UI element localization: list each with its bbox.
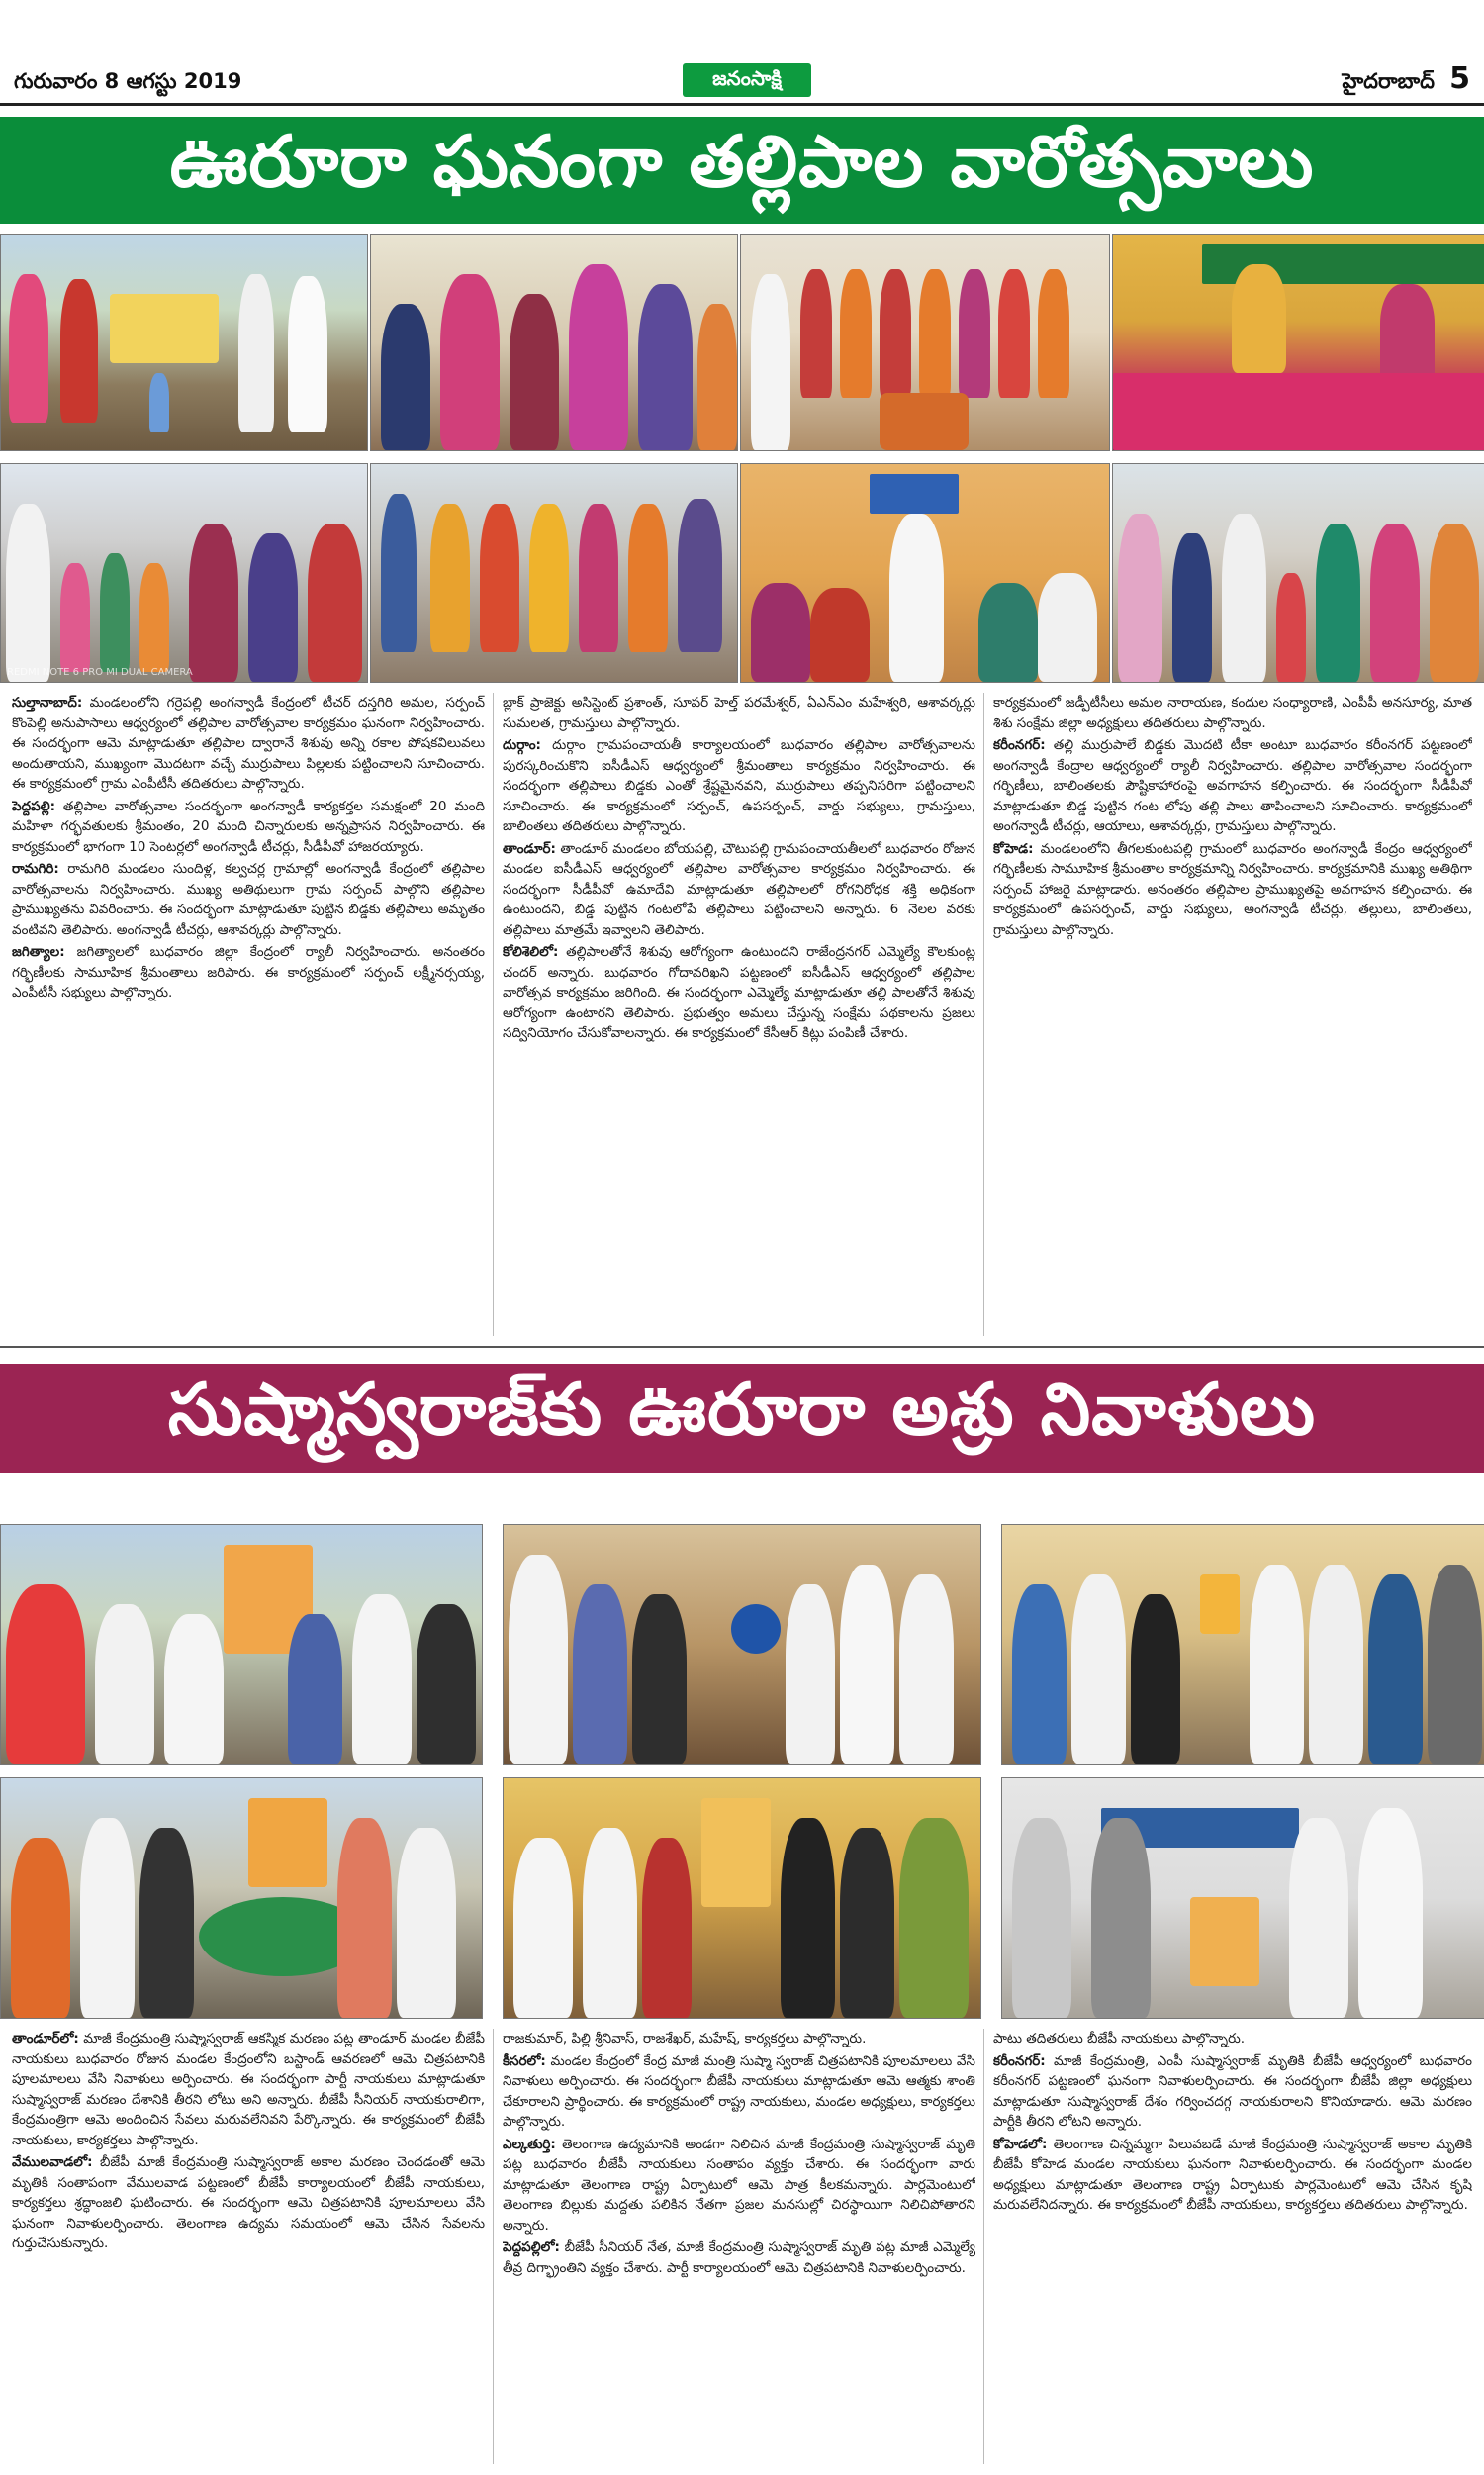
paragraph-text: పాటు తదితరులు బీజేపీ నాయకులు పాల్గొన్నారు. [993,2031,1246,2047]
section-divider [0,1346,1484,1348]
dateline: కోలిశెలిలో: [503,944,559,960]
page-number: 5 [1449,61,1470,96]
article1-col1-para-1 [12,693,485,795]
article1-headline: ఊరూరా ఘనంగా తల్లిపాల వారోత్సవాలు [0,117,1484,224]
paragraph-text: మాజీ కేంద్రమంత్రి, ఎంపీ సుష్మాస్వరాజ్ మృతికి బీజేపీ ఆధ్వర్యంలో బుధవారం కరీంనగర్ పట్టణంలో ఘనంగా నివాళులర్పించారు. ఈ సందర్భంగా బీజేపీ జిల్లా అధ్యక్షులు మాట్లాడుతూ సుష్మాస్వరాజ్ దేశం గర్వించదగ్గ నాయకురాలని కొనియాడారు. ఆమె మరణం పార్టీకి తీరని లోటని అన్నారు. [993,2052,1472,2130]
dateline: పెద్దపల్లిలో: [503,2239,560,2255]
newspaper-logo: జనంసాక్షి [683,63,811,97]
article1-column-3 [993,693,1472,1336]
dateline: సుల్తానాబాద్: [12,695,83,711]
column-rule [983,693,984,1336]
dateline: కోహెడ: [993,840,1034,857]
paragraph-text: కార్యక్రమంలో జడ్పీటీసీలు అమల నారాయణ, కందుల సంధ్యారాణి, ఎంపీపీ అనసూర్య, మాత శిశు సంక్షేమ జిల్లా అధ్యక్షులు తదితరులు పాల్గొన్నారు. [993,695,1472,731]
article2-col2-para-3 [503,2135,975,2237]
dateline: కరీంనగర్: [993,2052,1046,2069]
article2-photo-6 [1001,1777,1484,2019]
article2-photo-3 [1001,1524,1484,1765]
dateline: పెద్దపల్లి: [12,798,56,814]
article2-column-2 [503,2029,975,2464]
dateline: జగిత్యాల: [12,944,65,960]
dateline: తాండూర్‌లో: [12,2031,79,2047]
article1-photo-5 [0,463,368,683]
article1-col3-para-1 [993,693,1472,733]
paragraph-text: దుర్గాం గ్రామపంచాయతీ కార్యాలయంలో బుధవారం తల్లిపాల వారోత్సవాలను పురస్కరించుకొని ఐసీడీఎస్ ఆధ్వర్యంలో శ్రీమంతాలు కార్యక్రమం నిర్వహించారు. ఈ సందర్భంగా తల్లిపాలు బిడ్డకు ఎంతో శ్రేష్టమైనవని, ముర్రుపాలు తప్పనిసరిగా పట్టించాలని సూచించారు. ఈ కార్యక్రమంలో సర్పంచ్, ఉపసర్పంచ్, వార్డు సభ్యులు, గ్రామస్తులు, బాలింతలు తదితరులు పాల్గొన్నారు. [503,737,975,834]
article1-column-1 [12,693,485,1336]
article2-photo-5 [503,1777,981,2019]
edition-city: హైదరాబాద్ [1342,69,1435,93]
column-rule [493,693,494,1336]
article2-col1-para-1 [12,2029,485,2150]
header-divider [0,103,1484,106]
paragraph-text: మాజీ కేంద్రమంత్రి సుష్మాస్వరాజ్ ఆకస్మిక మరణం పట్ల తాండూర్ మండల బీజేపీ నాయకులు బుధవారం రోజున మండల కేంద్రంలోని బస్టాండ్ ఆవరణలో ఆమె చిత్రపటానికి పూలమాలలు వేసి నివాళులు అర్పించారు. ఈ సందర్భంగా పార్టీ నాయకులు మాట్లాడుతూ సుష్మాస్వరాజ్ మరణం దేశానికి తీరని లోటు అని అన్నారు. బీజేపీ సీనియర్ నాయకురాలిగా, కేంద్రమంత్రిగా ఆమె అందించిన సేవలు మరువలేనివని పేర్కొన్నారు. ఈ కార్యక్రమంలో బీజేపీ నాయకులు, కార్యకర్తలు పాల్గొన్నారు. [12,2031,485,2148]
article1-column-2 [503,693,975,1336]
paragraph-text: మండల కేంద్రంలో కేంద్ర మాజీ మంత్రి సుష్మా స్వరాజ్ చిత్రపటానికి పూలమాలలు వేసి నివాళులు అర్పించారు. ఈ సందర్భంగా బీజేపీ నాయకులు మాట్లాడుతూ ఆమె ఆత్మకు శాంతి చేకూరాలని ప్రార్థించారు. ఈ కార్యక్రమంలో రాష్ట్ర నాయకులు, మండల అధ్యక్షులు, కార్యకర్తలు పాల్గొన్నారు. [503,2052,975,2130]
paragraph-text: తల్లిపాలతోనే శిశువు ఆరోగ్యంగా ఉంటుందని రాజేంద్రనగర్ ఎమ్మెల్యే కౌలకుంట్ల చందర్ అన్నారు. బుధవారం గోదావరిఖని పట్టణంలో ఐసీడీఎస్ ఆధ్వర్యంలో తల్లిపాల వారోత్సవ కార్యక్రమం జరిగింది. ఈ సందర్భంగా ఎమ్మెల్యే మాట్లాడుతూ తల్లి పాలతోనే శిశువు ఆరోగ్యంగా ఉంటారని తెలిపారు. ప్రభుత్వం అమలు చేస్తున్న సంక్షేమ పథకాలను ప్రజలు సద్వినియోగం చేసుకోవాలన్నారు. ఈ కార్యక్రమంలో కేసీఆర్ కిట్లు పంపిణీ చేశారు. [503,944,975,1041]
dateline: కోహెడలో: [993,2136,1048,2152]
article1-col3-para-2 [993,735,1472,837]
article1-col2-para-2 [503,735,975,837]
article1-photo-7 [740,463,1110,683]
article1-col2-para-3 [503,839,975,941]
article2-column-1 [12,2029,485,2464]
article2-col2-para-2 [503,2051,975,2133]
article1-photo-1 [0,234,368,451]
dateline: కరీంనగర్: [993,737,1046,753]
dateline: తాండూర్: [503,840,556,857]
paragraph-text: బీజేపీ మాజీ కేంద్రమంత్రి సుష్మాస్వరాజ్ అకాల మరణం చెందడంతో ఆమె మృతికి సంతాపంగా వేములవాడ పట్టణంలో బీజేపీ కార్యాలయంలో బీజేపీ నాయకులు, కార్యకర్తలు శ్రద్ధాంజలి ఘటించారు. ఈ సందర్భంగా ఆమె చిత్రపటానికి పూలమాలలు వేసి ఘనంగా నివాళులర్పించారు. తెలంగాణ ఉద్యమ సమయంలో ఆమె చేసిన సేవలను గుర్తుచేసుకున్నారు. [12,2154,485,2251]
paragraph-text: తెలంగాణ ఉద్యమానికి అండగా నిలిచిన మాజీ కేంద్రమంత్రి సుష్మాస్వరాజ్ మృతి పట్ల బుధవారం బీజేపీ నాయకులు సంతాపం వ్యక్తం చేశారు. ఈ సందర్భంగా వారు మాట్లాడుతూ తెలంగాణ రాష్ట్ర ఏర్పాటులో ఆమె పాత్ర కీలకమన్నారు. పార్లమెంటులో తెలంగాణ బిల్లుకు మద్దతు పలికిన నేతగా ప్రజల మనసుల్లో చిరస్థాయిగా నిలిచిపోతారని అన్నారు. [503,2136,975,2234]
paragraph-text: జగిత్యాలలో బుధవారం జిల్లా కేంద్రంలో ర్యాలీ నిర్వహించారు. అనంతరం గర్భిణీలకు సామూహిక శ్రీమంతాలు జరిపారు. ఈ కార్యక్రమంలో సర్పంచ్ లక్ష్మీనర్సయ్య, ఎంపీటీసీ సభ్యులు పాల్గొన్నారు. [12,944,485,1000]
article1-col1-para-3 [12,859,485,940]
article2-col1-para-2 [12,2152,485,2254]
article2-col3-para-2 [993,2051,1472,2133]
paragraph-text: బ్లాక్ ప్రాజెక్టు అసిస్టెంట్ ప్రశాంత్, సూపర్ హెల్త్ పరమేశ్వర్, ఏఎన్ఎం మహేశ్వరి, ఆశావర్కర్లు సుమలత, గ్రామస్తులు పాల్గొన్నారు. [503,695,975,731]
article2-col3-para-1 [993,2029,1472,2049]
dateline: వేములవాడలో: [12,2154,93,2170]
article2-photo-4 [0,1777,483,2019]
paragraph-text: బీజేపీ సీనియర్ నేత, మాజీ కేంద్రమంత్రి సుష్మాస్వరాజ్ మృతి పట్ల మాజీ ఎమ్మెల్యే తీవ్ర దిగ్భ్రాంతిని వ్యక్తం చేశారు. పార్టీ కార్యాలయంలో ఆమె చిత్రపటానికి నివాళులర్పించారు. [503,2239,975,2276]
dateline: ఎల్కతుర్తి: [503,2136,556,2152]
paragraph-text: తాండూర్ మండలం బోయపల్లి, చౌటుపల్లి గ్రామపంచాయతీలలో బుధవారం రోజున మండల ఐసీడీఎస్ ఆధ్వర్యంలో తల్లిపాల వారోత్సవాల కార్యక్రమం నిర్వహించారు. ఈ సందర్భంగా సీడీపీవో ఉమాదేవి మాట్లాడుతూ తల్లిపాలలో రోగనిరోధక శక్తి అధికంగా ఉంటుందని, బిడ్డ పుట్టిన గంటలోపే తల్లిపాలు పట్టించాలని అన్నారు. 6 నెలల వరకు తల్లిపాలు మాత్రమే ఇవ్వాలని తెలిపారు. [503,840,975,938]
dateline: దుర్గాం: [503,737,541,753]
article1-photo-6 [370,463,738,683]
article1-col2-para-4 [503,942,975,1044]
article2-col3-para-3 [993,2135,1472,2216]
paragraph-text: తల్లిపాల వారోత్సవాల సందర్భంగా అంగన్వాడీ కార్యకర్తల సమక్షంలో 20 మంది మహిళా గర్భవతులకు శ్రీమంతం, 20 మంది చిన్నారులకు అన్నప్రాసన నిర్వహించారు. ఈ కార్యక్రమంలో భాగంగా 10 సెంటర్లలో అంగన్వాడీ టీచర్లు, సీడీపీవో హాజరయ్యారు. [12,798,485,855]
article2-photo-2 [503,1524,981,1765]
article2-headline: సుష్మాస్వరాజ్‌కు ఊరూరా అశ్రు నివాళులు [0,1364,1484,1473]
paragraph-text: తెలంగాణ చిన్నమ్మగా పిలువబడే మాజీ కేంద్రమంత్రి సుష్మాస్వరాజ్ అకాల మృతికి బీజేపీ కోహెడ మండల నాయకులు ఘనంగా నివాళులర్పించారు. ఈ సందర్భంగా మండల అధ్యక్షులు మాట్లాడుతూ తెలంగాణ రాష్ట్ర ఏర్పాటుకు పార్లమెంటులో ఆమె చేసిన కృషి మరువలేనిదన్నారు. ఈ కార్యక్రమంలో బీజేపీ నాయకులు, కార్యకర్తలు తదితరులు పాల్గొన్నారు. [993,2136,1472,2213]
article1-col1-para-2 [12,797,485,858]
paragraph-text: మండలంలోని గర్రెపల్లి అంగన్వాడీ కేంద్రంలో టీచర్ దస్తగిరి అమల, సర్పంచ్ కొంపెల్లి అనుపాసాలు ఆధ్వర్యంలో తల్లిపాల వారోత్సవాల కార్యక్రమం ఘనంగా నిర్వహించారు. ఈ సందర్భంగా ఆమె మాట్లాడుతూ తల్లిపాల ద్వారానే శిశువు అన్ని రకాల పోషకవిలువలు అందుతాయని, ముఖ్యంగా మొదటగా వచ్చే ముర్రుపాలు పిల్లలకు పట్టించాలని సూచించారు. ఈ కార్యక్రమంలో గ్రామ ఎంపీటీసీ తదితరులు పాల్గొన్నారు. [12,695,485,792]
dateline: కీసరలో: [503,2052,546,2069]
article2-col2-para-4 [503,2237,975,2278]
article1-col2-para-1 [503,693,975,733]
article1-col1-para-4 [12,942,485,1003]
article2-photo-1 [0,1524,483,1765]
column-rule [493,2029,494,2464]
paragraph-text: రాజకుమార్, పిల్లి శ్రీనివాస్, రాజశేఖర్, మహేష్, కార్యకర్తలు పాల్గొన్నారు. [503,2031,867,2047]
article1-photo-3 [740,234,1110,451]
article2-column-3 [993,2029,1472,2464]
paragraph-text: తల్లి ముర్రుపాలే బిడ్డకు మొదటి టీకా అంటూ బుధవారం కరీంనగర్ పట్టణంలో అంగన్వాడీ కేంద్రాల ఆధ్వర్యంలో ర్యాలీ నిర్వహించారు. తల్లిపాల వారోత్సవాల సందర్భంగా గర్భిణీలు, బాలింతలకు పౌష్టికాహారంపై అవగాహన కల్పించారు. ఈ సందర్భంగా సీడీపీవో మాట్లాడుతూ బిడ్డ పుట్టిన గంట లోపు తల్లి పాలు తాపించాలని సూచించారు. కార్యక్రమంలో అంగన్వాడీ టీచర్లు, ఆయాలు, ఆశావర్కర్లు, గ్రామస్తులు పాల్గొన్నారు. [993,737,1472,834]
article1-photo-8 [1112,463,1484,683]
article1-photo-2 [370,234,738,451]
article1-col3-para-3 [993,839,1472,941]
column-rule [983,2029,984,2464]
issue-date: గురువారం 8 ఆగస్టు 2019 [14,69,242,93]
dateline: రామగిరి: [12,861,59,877]
article1-photo-4 [1112,234,1484,451]
paragraph-text: రామగిరి మండలం సుందిళ్ల, కల్వచర్ల గ్రామాల్లో అంగన్వాడీ కేంద్రంలో తల్లిపాల వారోత్సవాలను నిర్వహించారు. ముఖ్య అతిథులుగా గ్రామ సర్పంచ్ పాల్గొని తల్లిపాల ప్రాముఖ్యతను వివరించారు. ఈ సందర్భంగా మాట్లాడుతూ పుట్టిన బిడ్డకు తల్లిపాలు అమృతం వంటివని తెలిపారు. అంగన్వాడీ టీచర్లు, ఆశావర్కర్లు పాల్గొన్నారు. [12,861,485,938]
article2-col2-para-1 [503,2029,975,2049]
paragraph-text: మండలంలోని తీగలకుంటపల్లి గ్రామంలో బుధవారం అంగన్వాడీ కేంద్రం ఆధ్వర్యంలో గర్భిణీలకు సామూహిక శ్రీమంతాల కార్యక్రమాన్ని నిర్వహించారు. కార్యక్రమానికి ముఖ్య అతిథిగా సర్పంచ్ హాజరై మాట్లాడారు. అనంతరం తల్లిపాల ప్రాముఖ్యతపై అవగాహన కల్పించారు. ఈ కార్యక్రమంలో ఉపసర్పంచ్, వార్డు సభ్యులు, అంగన్వాడీ టీచర్లు, తల్లులు, బాలింతలు, గ్రామస్తులు పాల్గొన్నారు. [993,840,1472,938]
camera-watermark: REDMI NOTE 6 PRO MI DUAL CAMERA [7,667,193,678]
